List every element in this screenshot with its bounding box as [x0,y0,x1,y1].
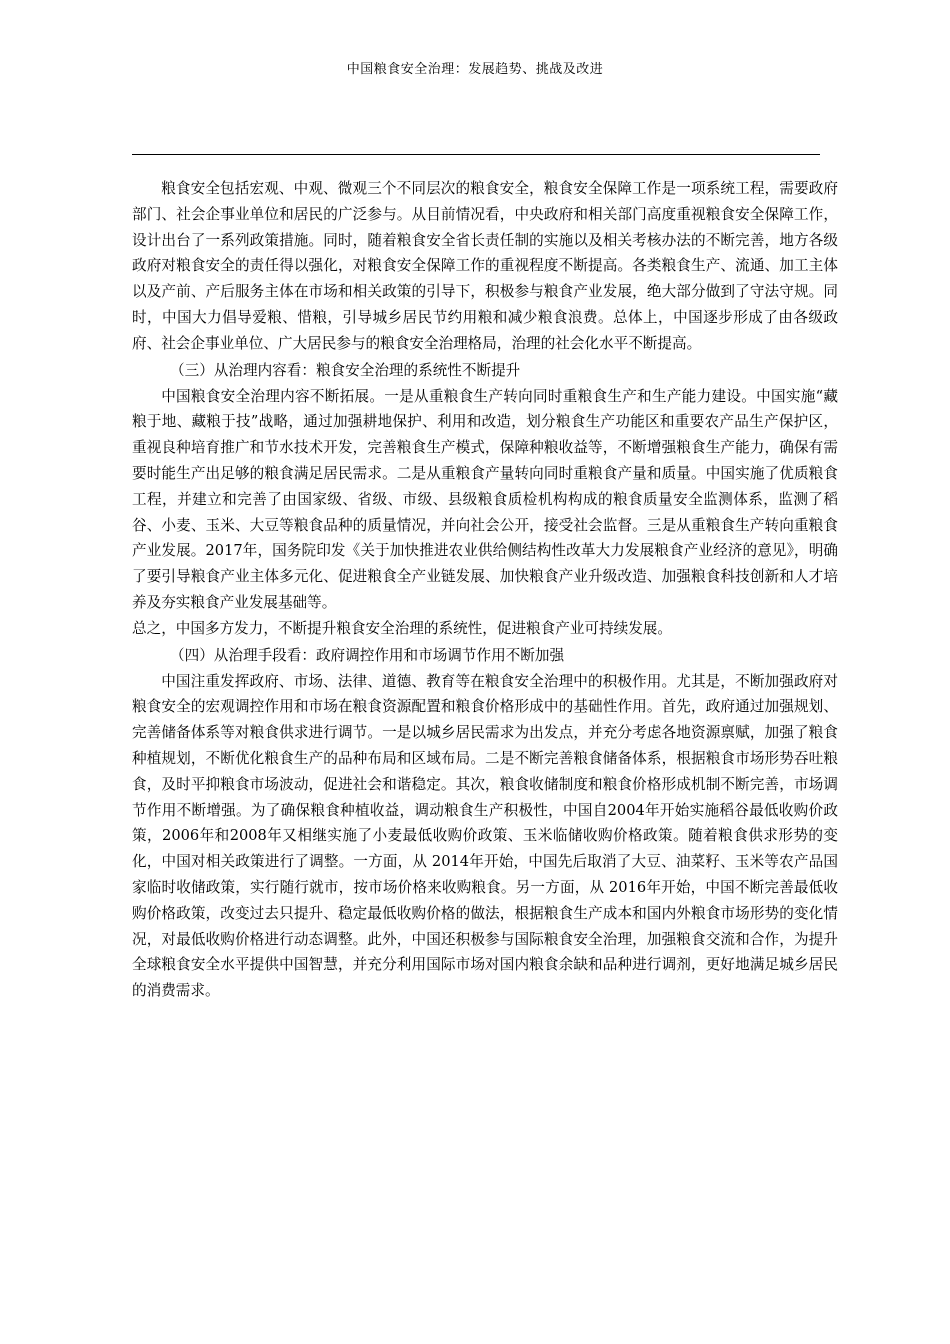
section-heading-means: （四）从治理手段看：政府调控作用和市场调节作用不断加强 [170,646,565,664]
section-heading-content: （三）从治理内容看：粮食安全治理的系统性不断提升 [170,361,521,379]
paragraph-governance-means: 中国注重发挥政府、市场、法律、道德、教育等在粮食安全治理中的积极作用。尤其是，不断加强政府对粮食安全的宏观调控作用和市场在粮食资源配置和粮食价格形成中的基础性作用。首先，政府通过加强规划、完善储备体系等对粮食供求进行调节。一是以城乡居民需求为出发点，并充分考虑各地资源禀赋，加强了粮食种植规划，不断优化粮食生产的品种布局和区域布局。二是不断完善粮食储备体系，根据粮食市场形势吞吐粮食，及时平抑粮食市场波动，促进社会和谐稳定。其次，粮食收储制度和粮食价格形成机制不断完善，市场调节作用不断增强。为了确保粮食种植收益，调动粮食生产积极性，中国自2004年开始实施稻谷最低收购价政策，2006年和2008年又相继实施了小麦最低收购价政策、玉米临储收购价格政策。随着粮食供求形势的变化，中国对相关政策进行了调整。一方面，从 2014年开始，中国先后取消了大豆、油菜籽、玉米等农产品国家临时收储政策，实行随行就市，按市场价格来收购粮食。另一方面，从 2016年开始，中国不断完善最低收购价格政策，改变过去只提升、稳定最低收购价格的做法，根据粮食生产成本和国内外粮食市场形势的变化情况，对最低收购价格进行动态调整。此外，中国还积极参与国际粮食安全治理，加强粮食交流和合作，为提升全球粮食安全水平提供中国智慧，并充分利用国际市场对国内粮食余缺和品种进行调剂，更好地满足城乡居民的消费需求。 [132,672,838,1000]
running-header: 中国粮食安全治理：发展趋势、挑战及改进 [346,62,604,77]
paragraph-governance-content: 中国粮食安全治理内容不断拓展。一是从重粮食生产转向同时重粮食生产和生产能力建设。中国实施“藏粮于地、藏粮于技”战略，通过加强耕地保护、利用和改造，划分粮食生产功能区和重要农产品生产保护区，重视良种培育推广和节水技术开发，完善粮食生产模式，保障种粮收益等，不断增强粮食生产能力，确保有需要时能生产出足够的粮食满足居民需求。二是从重粮食产量转向同时重粮食产量和质量。中国实施了优质粮食工程，并建立和完善了由国家级、省级、市级、县级粮食质检机构构成的粮食质量安全监测体系，监测了稻谷、小麦、玉米、大豆等粮食品种的质量情况，并向社会公开，接受社会监督。三是从重粮食生产转向重粮食产业发展。2017年，国务院印发《关于加快推进农业供给侧结构性改革大力发展粮食产业经济的意见》，明确了要引导粮食产业主体多元化、促进粮食全产业链发展、加快粮食产业升级改造、加强粮食科技创新和人才培养及夯实粮食产业发展基础等。 [132,387,838,611]
document-body [132,176,838,1004]
paragraph-summary: 总之，中国多方发力，不断提升粮食安全治理的系统性，促进粮食产业可持续发展。 [132,619,672,637]
paragraph-governance-participation: 粮食安全包括宏观、中观、微观三个不同层次的粮食安全，粮食安全保障工作是一项系统工程，需要政府部门、社会企事业单位和居民的广泛参与。从目前情况看，中央政府和相关部门高度重视粮食安全保障工作，设计出台了一系列政策措施。同时，随着粮食安全省长责任制的实施以及相关考核办法的不断完善，地方各级政府对粮食安全的责任得以强化，对粮食安全保障工作的重视程度不断提高。各类粮食生产、流通、加工主体以及产前、产后服务主体在市场和相关政策的引导下，积极参与粮食产业发展，绝大部分做到了守法守规。同时，中国大力倡导爱粮、惜粮，引导城乡居民节约用粮和减少粮食浪费。总体上，中国逐步形成了由各级政府、社会企事业单位、广大居民参与的粮食安全治理格局，治理的社会化水平不断提高。 [132,180,838,352]
header-rule [132,154,820,155]
